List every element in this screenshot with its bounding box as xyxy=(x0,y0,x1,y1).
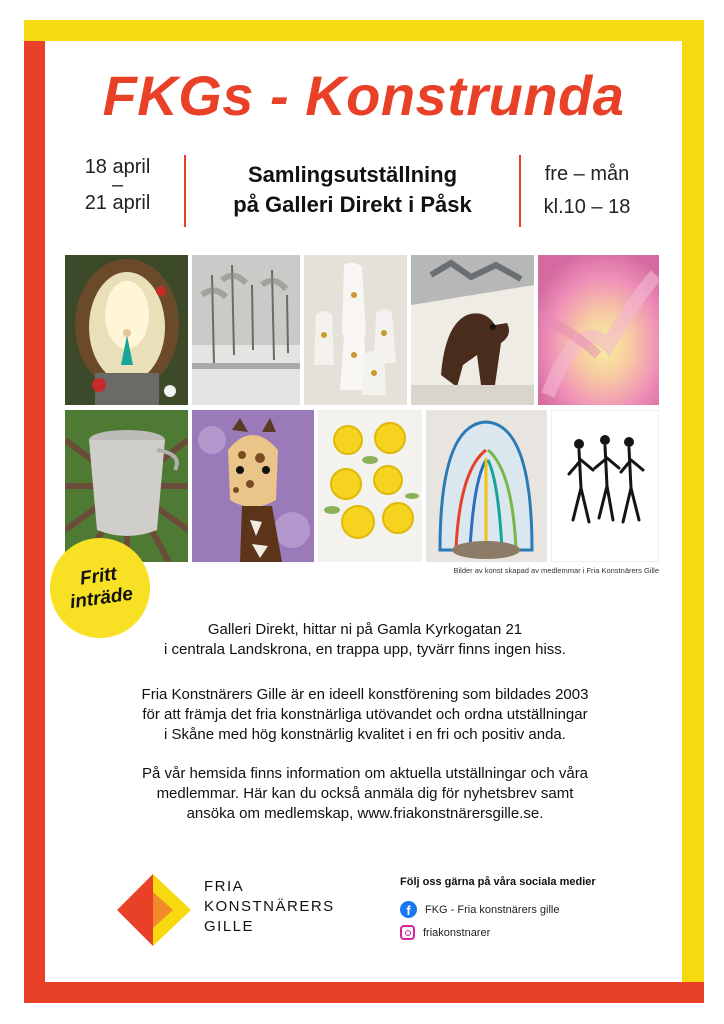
badge-line-2: inträde xyxy=(68,583,135,614)
gallery-caption: Bilder av konst skapad av medlemmar i Fria Konstnärers Gille xyxy=(453,566,659,575)
paragraph-about-line-1: Fria Konstnärers Gille är en ideell konstförening som bildades 2003 xyxy=(141,686,589,703)
subtitle-line-1: Samlingsutställning xyxy=(247,162,458,187)
instagram-link[interactable] xyxy=(400,925,490,940)
opening-time: kl.10 – 18 xyxy=(543,196,631,218)
artwork-winter-trees xyxy=(192,255,300,405)
paragraph-about-line-2: för att främja det fria konstnärliga utövandet och ordna utställningar xyxy=(142,706,588,723)
artwork-pink-flower xyxy=(538,255,659,405)
instagram-icon xyxy=(400,925,415,940)
paragraph-website-line-2: medlemmar. Här kan du också anmäla dig för nyhetsbrev samt xyxy=(156,785,574,802)
paragraph-location-line-2: i centrala Landskrona, en trappa upp, tyvärr finns ingen hiss. xyxy=(164,641,566,658)
artwork-ceramic-angels xyxy=(304,255,407,405)
divider-left xyxy=(184,155,186,227)
social-heading: Följ oss gärna på våra sociala medier xyxy=(400,876,596,888)
paragraph-location xyxy=(70,620,660,660)
red-border-left xyxy=(24,41,45,1003)
yellow-border-top xyxy=(24,20,704,41)
poster-title: FKGs - Konstrunda xyxy=(102,64,625,127)
facebook-link[interactable] xyxy=(400,901,559,918)
date-dash: – xyxy=(111,174,124,196)
instagram-label: friakonstnarer xyxy=(423,926,491,939)
artwork-yellow-roses xyxy=(318,410,422,562)
artwork-girl-in-tree xyxy=(65,255,188,405)
date-to: 21 april xyxy=(84,192,151,214)
artwork-dog-painting xyxy=(411,255,534,405)
paragraph-about-line-3: i Skåne med hög konstnärlig kvalitet i en fri och positiv anda. xyxy=(164,726,566,743)
yellow-border-right xyxy=(682,20,704,1003)
artwork-gallery xyxy=(65,255,659,562)
artwork-dancing-figures xyxy=(551,410,659,562)
badge-line-1: Fritt xyxy=(78,563,119,590)
paragraph-website-line-1: På vår hemsida finns information om aktuella utställningar och våra xyxy=(141,765,589,782)
logo-line-1: FRIA xyxy=(204,878,245,895)
paragraph-location-line-1: Galleri Direkt, hittar ni på Gamla Kyrkogatan 21 xyxy=(207,621,523,638)
facebook-label: FKG - Fria konstnärers gille xyxy=(425,903,560,916)
facebook-icon: f xyxy=(400,901,417,918)
artwork-glass-arch xyxy=(426,410,547,562)
event-subtitle xyxy=(190,160,515,220)
red-border-bottom xyxy=(24,982,704,1003)
fkg-logo-icon xyxy=(115,872,195,948)
fkg-logo-text xyxy=(204,877,335,937)
divider-right xyxy=(519,155,521,227)
paragraph-website xyxy=(70,764,660,824)
date-from: 18 april xyxy=(84,156,151,178)
artwork-giraffe xyxy=(192,410,314,562)
event-dates xyxy=(60,155,175,215)
logo-line-2: KONSTNÄRERS xyxy=(204,898,335,915)
opening-hours xyxy=(527,158,647,224)
paragraph-about xyxy=(70,685,660,745)
artwork-pitcher-photo xyxy=(65,410,188,562)
subtitle-line-2: på Galleri Direkt i Påsk xyxy=(233,192,472,217)
opening-days: fre – mån xyxy=(544,163,630,185)
logo-line-3: GILLE xyxy=(204,918,255,935)
paragraph-website-line-3: ansöka om medlemskap, www.friakonstnärersgille.se. xyxy=(186,805,544,822)
